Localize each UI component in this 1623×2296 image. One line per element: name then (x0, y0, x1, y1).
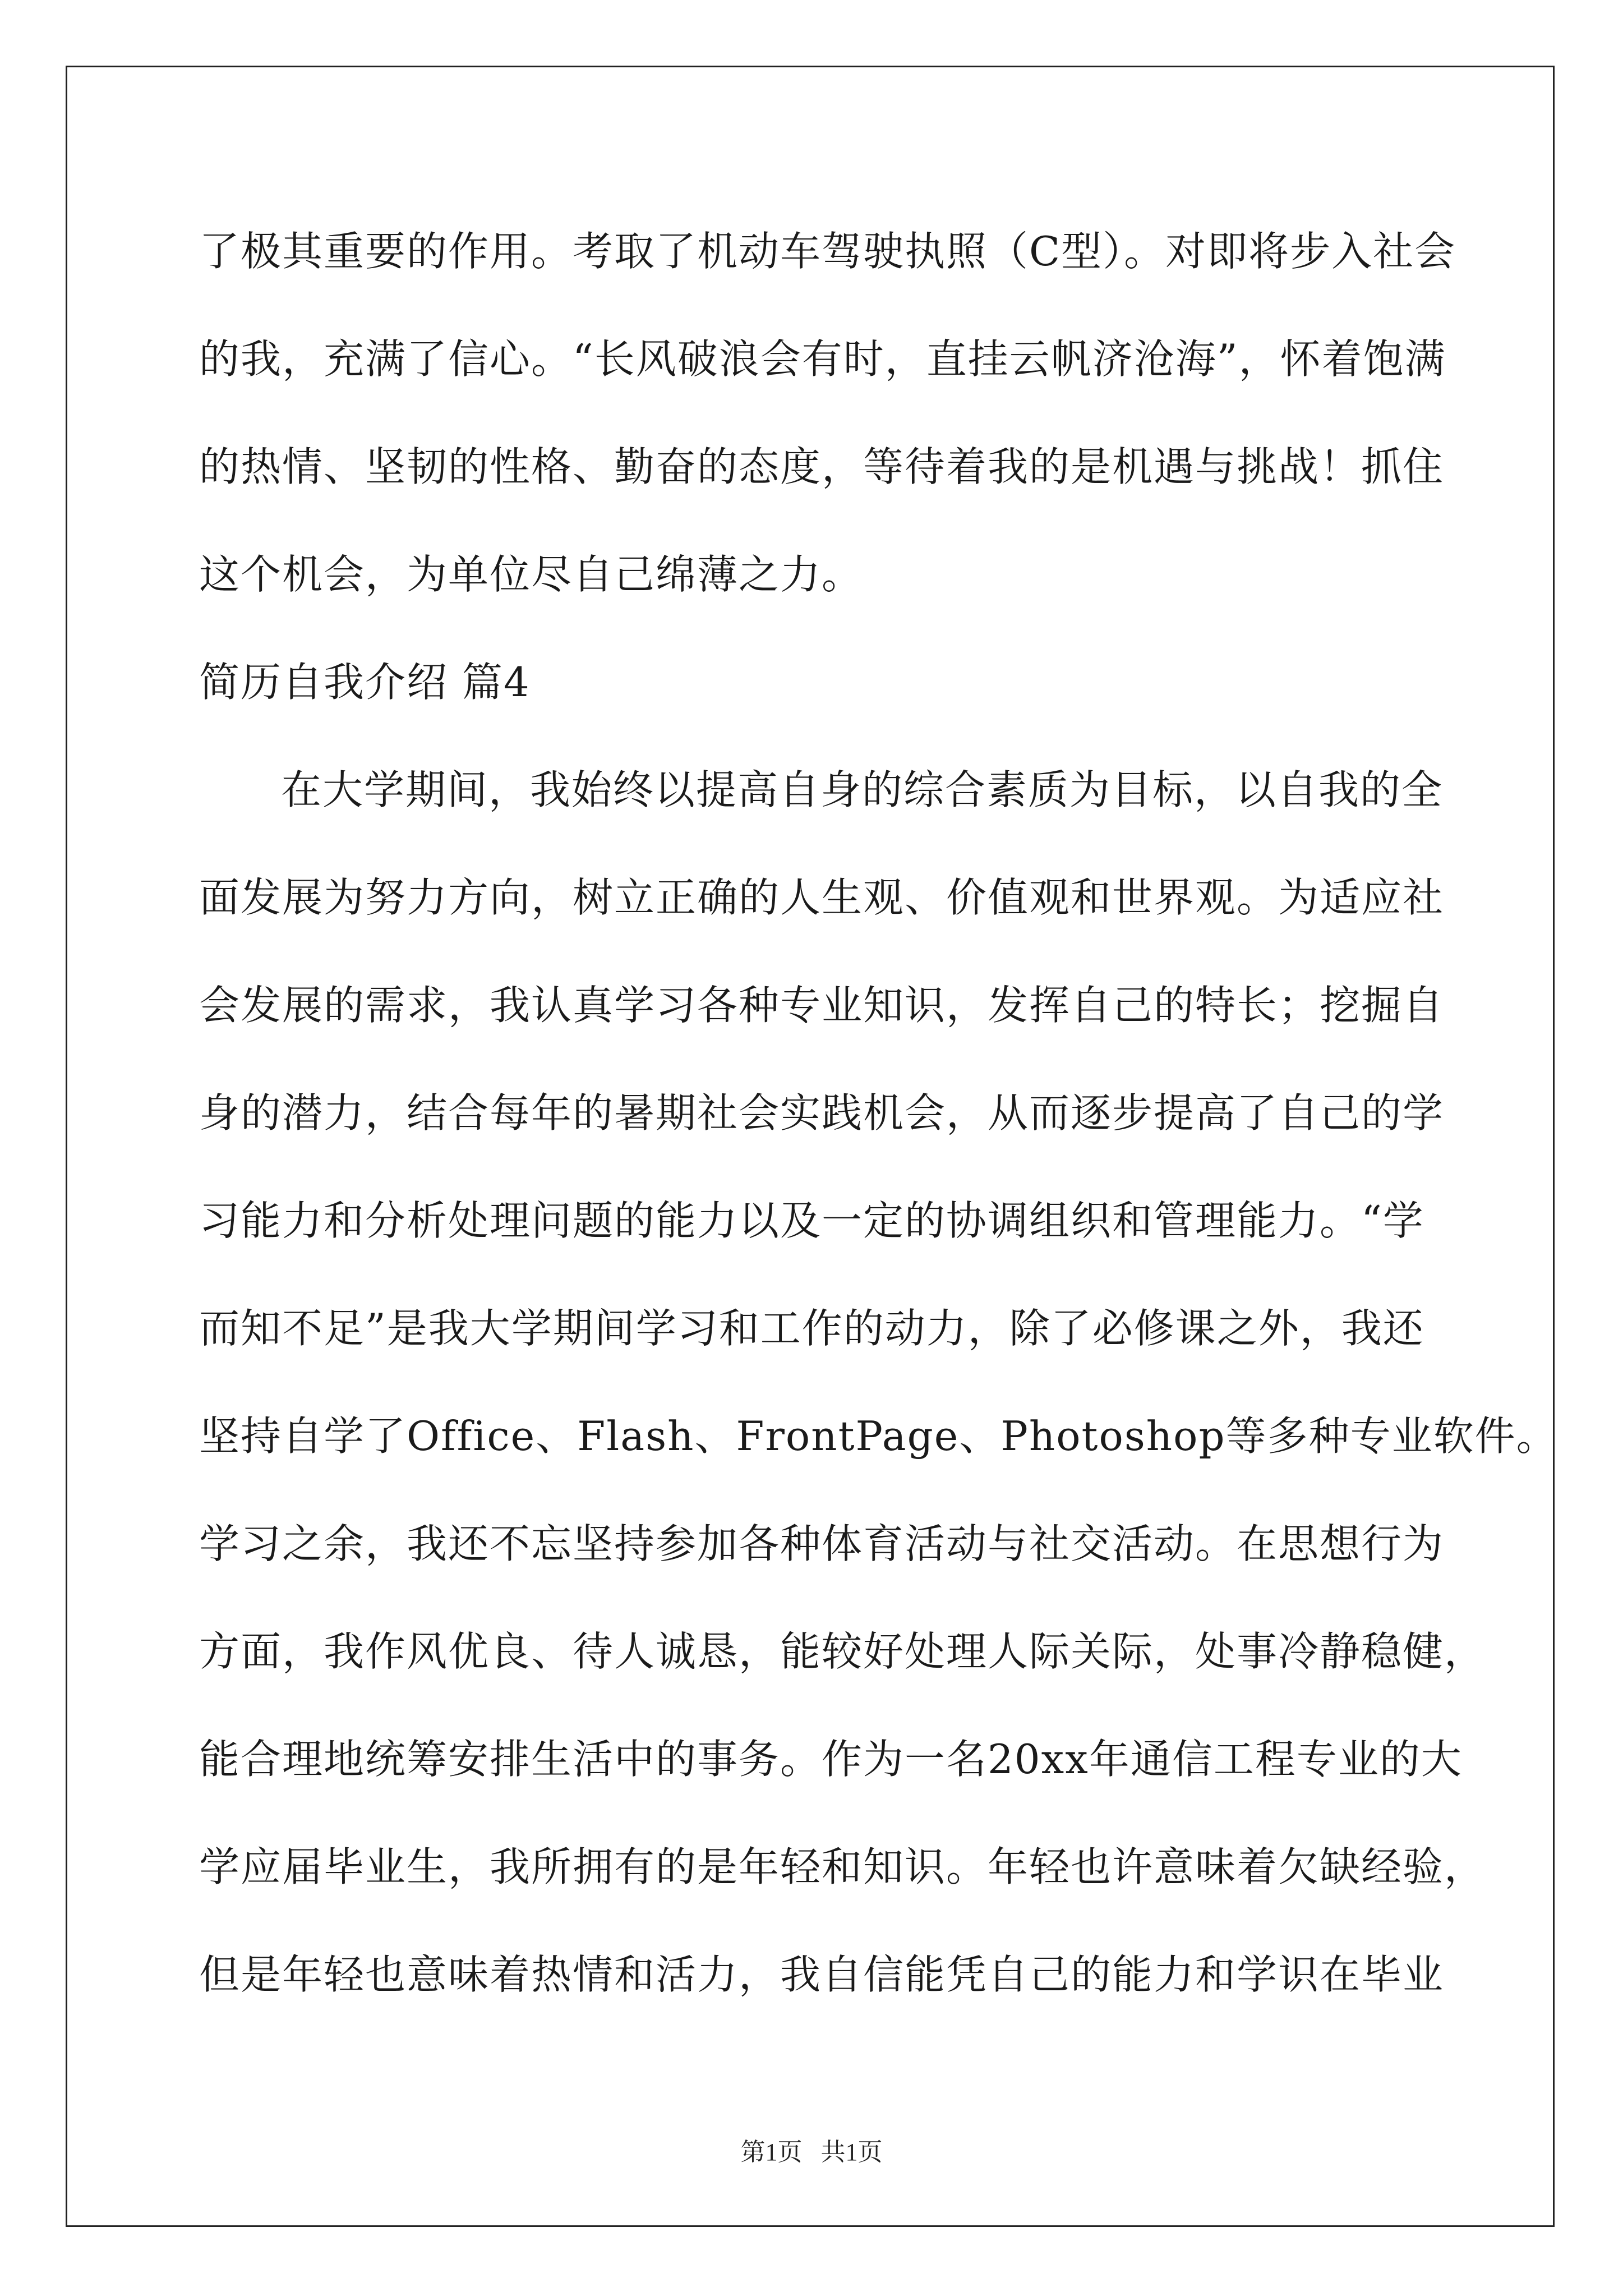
paragraph-line: 在大学期间，我始终以提高自身的综合素质为目标，以自我的全 (281, 766, 1444, 813)
paragraph-line: 而知不足”是我大学期间学习和工作的动力，除了必修课之外，我还 (199, 1305, 1424, 1352)
document-body (199, 218, 1558, 2049)
paragraph-line: 方面，我作风优良、待人诚恳，能较好处理人际关际，处事冷静稳健， (199, 1628, 1486, 1675)
paragraph-line: 学应届毕业生，我所拥有的是年轻和知识。年轻也许意味着欠缺经验， (199, 1843, 1486, 1890)
page-number-footer: 第1页 共1页 (740, 2138, 883, 2166)
paragraph-line: 但是年轻也意味着热情和活力，我自信能凭自己的能力和学识在毕业 (199, 1951, 1445, 1998)
paragraph-line: 的热情、坚韧的性格、勤奋的态度，等待着我的是机遇与挑战！抓住 (199, 443, 1445, 490)
section-heading: 简历自我介绍 篇4 (199, 659, 531, 706)
paragraph-line: 能合理地统筹安排生活中的事务。作为一名20xx年通信工程专业的大 (199, 1736, 1463, 1783)
paragraph-line: 了极其重要的作用。考取了机动车驾驶执照（C型）。对即将步入社会 (199, 228, 1456, 275)
paragraph-line: 习能力和分析处理问题的能力以及一定的协调组织和管理能力。“学 (199, 1197, 1424, 1244)
paragraph-line: 面发展为努力方向，树立正确的人生观、价值观和世界观。为适应社 (199, 874, 1445, 921)
paragraph-line: 学习之余，我还不忘坚持参加各种体育活动与社交活动。在思想行为 (199, 1520, 1445, 1567)
paragraph-line: 坚持自学了Office、Flash、FrontPage、Photoshop等多种专业软件。 (199, 1412, 1558, 1460)
paragraph-line: 的我，充满了信心。“长风破浪会有时，直挂云帆济沧海”，怀着饱满 (199, 335, 1446, 383)
paragraph-line: 会发展的需求，我认真学习各种专业知识，发挥自己的特长；挖掘自 (199, 982, 1445, 1029)
paragraph-line: 这个机会，为单位尽自己绵薄之力。 (199, 551, 864, 598)
paragraph-line: 身的潜力，结合每年的暑期社会实践机会，从而逐步提高了自己的学 (199, 1089, 1445, 1137)
